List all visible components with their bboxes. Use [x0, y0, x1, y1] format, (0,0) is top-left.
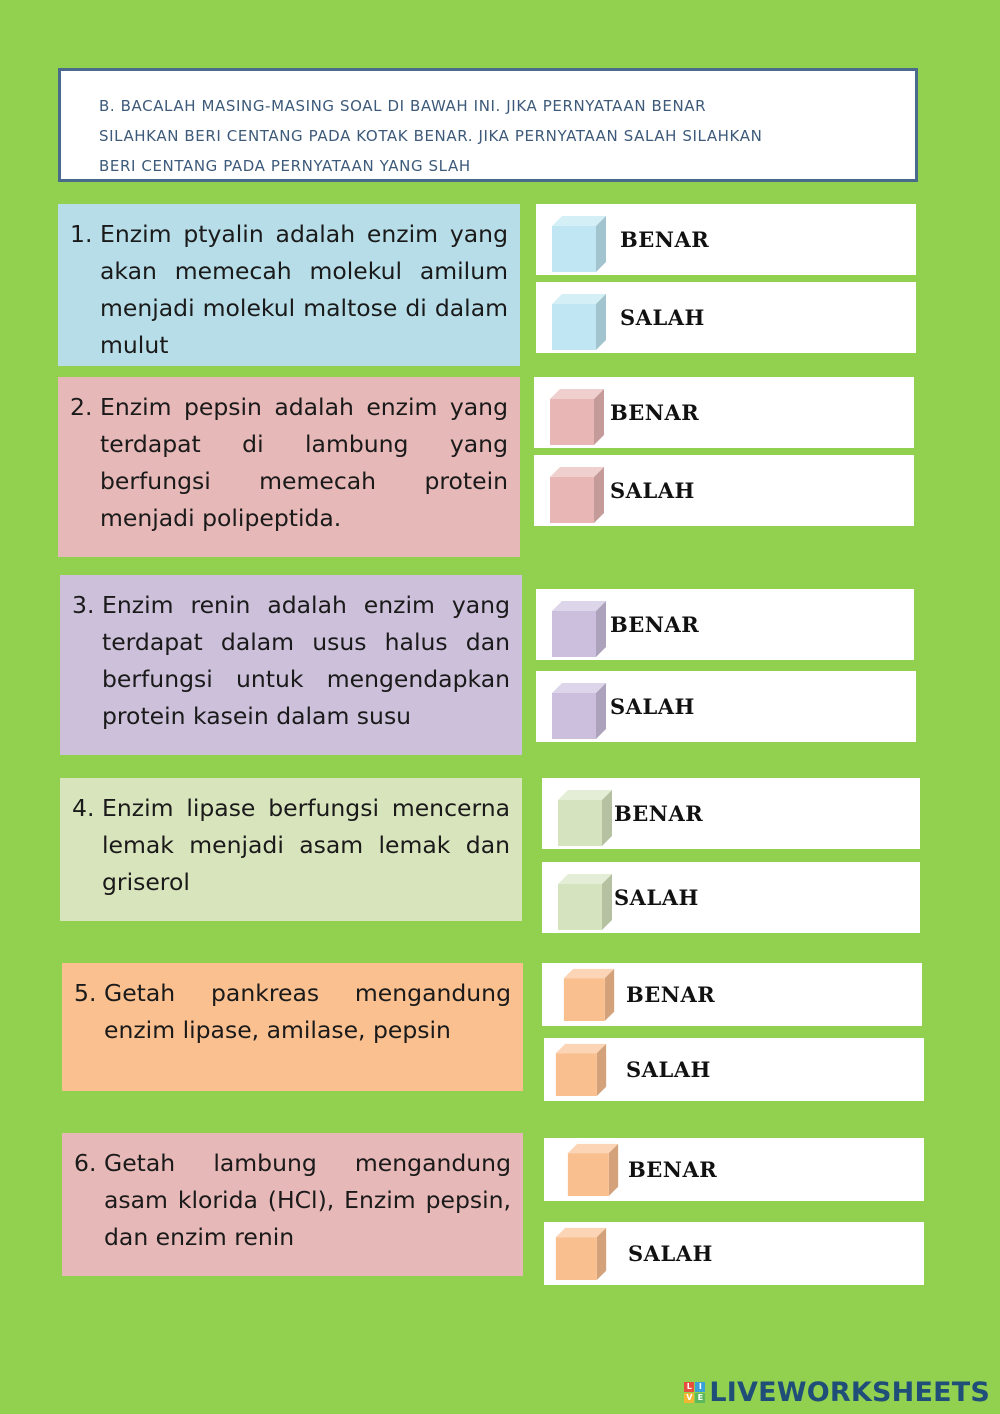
question-2 [58, 377, 520, 557]
instruction-box [58, 68, 918, 182]
salah-label: SALAH [614, 885, 699, 910]
logo-letter: I [695, 1382, 705, 1392]
question-6 [62, 1133, 523, 1276]
benar-label: BENAR [610, 400, 700, 425]
question-text: Getah pankreas mengandung enzim lipase, amilase, pepsin [104, 979, 511, 1044]
question-number: 6. [74, 1149, 97, 1177]
checkbox-cube-icon[interactable] [548, 465, 606, 523]
question-number: 2. [70, 393, 93, 421]
logo-letter: E [695, 1393, 705, 1403]
question-number: 3. [72, 591, 95, 619]
checkbox-cube-icon[interactable] [550, 214, 608, 272]
salah-label: SALAH [628, 1241, 713, 1266]
option-benar-3[interactable] [536, 589, 914, 660]
liveworksheets-brand[interactable] [684, 1377, 990, 1408]
question-text: Enzim renin adalah enzim yang terdapat dalam usus halus dan berfungsi untuk mengendapkan protein kasein dalam susu [102, 591, 510, 730]
option-benar-1[interactable] [536, 204, 916, 275]
question-number: 1. [70, 220, 93, 248]
option-benar-5[interactable] [542, 963, 922, 1026]
salah-label: SALAH [610, 694, 695, 719]
instruction-line-1: B. BACALAH MASING-MASING SOAL DI BAWAH INI. JIKA PERNYATAAN BENAR [99, 97, 707, 115]
question-text: Getah lambung mengandung asam klorida (HCl), Enzim pepsin, dan enzim renin [104, 1149, 511, 1251]
question-1 [58, 204, 520, 366]
instruction-line-3: BERI CENTANG PADA PERNYATAAN YANG SLAH [99, 157, 471, 175]
option-benar-4[interactable] [542, 778, 920, 849]
checkbox-cube-icon[interactable] [554, 1042, 608, 1096]
option-salah-1[interactable] [536, 282, 916, 353]
checkbox-cube-icon[interactable] [550, 599, 608, 657]
instruction-line-2: SILAHKAN BERI CENTANG PADA KOTAK BENAR. JIKA PERNYATAAN SALAH SILAHKAN [99, 127, 763, 145]
liveworksheets-logo-icon [684, 1382, 705, 1403]
salah-label: SALAH [610, 478, 695, 503]
logo-letter: L [684, 1382, 694, 1392]
option-salah-5[interactable] [544, 1038, 924, 1101]
question-text: Enzim pepsin adalah enzim yang terdapat di lambung yang berfungsi memecah protein menjadi polipeptida. [100, 393, 508, 532]
checkbox-cube-icon[interactable] [556, 788, 614, 846]
option-salah-4[interactable] [542, 862, 920, 933]
benar-label: BENAR [610, 612, 700, 637]
question-number: 5. [74, 979, 97, 1007]
checkbox-cube-icon[interactable] [548, 387, 606, 445]
checkbox-cube-icon[interactable] [562, 967, 616, 1021]
benar-label: BENAR [626, 982, 716, 1007]
checkbox-cube-icon[interactable] [566, 1142, 620, 1196]
brand-text: LIVEWORKSHEETS [709, 1377, 990, 1408]
benar-label: BENAR [620, 227, 710, 252]
question-text: Enzim lipase berfungsi mencerna lemak menjadi asam lemak dan griserol [102, 794, 510, 896]
salah-label: SALAH [626, 1057, 711, 1082]
question-text: Enzim ptyalin adalah enzim yang akan memecah molekul amilum menjadi molekul maltose di dalam mulut [100, 220, 508, 359]
option-salah-2[interactable] [534, 455, 914, 526]
checkbox-cube-icon[interactable] [554, 1226, 608, 1280]
question-3 [60, 575, 522, 755]
benar-label: BENAR [628, 1157, 718, 1182]
salah-label: SALAH [620, 305, 705, 330]
option-benar-6[interactable] [544, 1138, 924, 1201]
option-salah-6[interactable] [544, 1222, 924, 1285]
checkbox-cube-icon[interactable] [556, 872, 614, 930]
question-4 [60, 778, 522, 921]
option-salah-3[interactable] [536, 671, 916, 742]
benar-label: BENAR [614, 801, 704, 826]
option-benar-2[interactable] [534, 377, 914, 448]
question-5 [62, 963, 523, 1091]
checkbox-cube-icon[interactable] [550, 681, 608, 739]
checkbox-cube-icon[interactable] [550, 292, 608, 350]
logo-letter: V [686, 1393, 693, 1402]
question-number: 4. [72, 794, 95, 822]
